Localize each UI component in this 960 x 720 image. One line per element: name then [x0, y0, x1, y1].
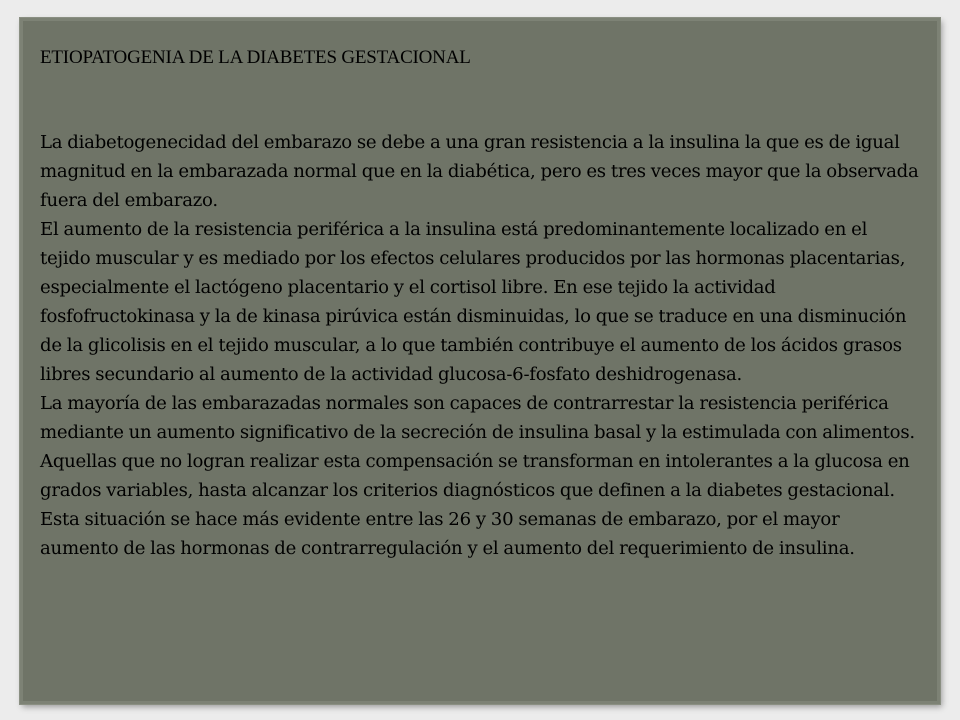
slide-title: ETIOPATOGENIA DE LA DIABETES GESTACIONAL [40, 47, 471, 68]
paragraph-3: La mayoría de las embarazadas normales son capaces de contrarrestar la resistencia periférica mediante un aumento significativo de la secreción de insulina basal y la estimulada con alimentos. Aquellas que no logran realizar esta compensación se transforman en intolerantes a la glucosa en grados variables, hasta alcanzar los criterios diagnósticos que definen a la diabetes gestacional. Esta situación se hace más evidente entre las 26 y 30 semanas de embarazo, por el mayor aumento de las hormonas de contrarregulación y el aumento del requerimiento de insulina. [40, 393, 915, 559]
slide-content [40, 44, 920, 563]
paragraph-1: La diabetogenecidad del embarazo se debe a una gran resistencia a la insulina la que es de igual magnitud en la embarazada normal que en la diabética, pero es tres veces mayor que la observada fuera del embarazo. [40, 132, 919, 211]
paragraph-2: El aumento de la resistencia periférica a la insulina está predominantemente localizado en el tejido muscular y es mediado por los efectos celulares producidos por las hormonas placentarias, especialmente el lactógeno placentario y el cortisol libre. En ese tejido la actividad fosfofructokinasa y la de kinasa pirúvica están disminuidas, lo que se traduce en una disminución de la glicolisis en el tejido muscular, a lo que también contribuye el aumento de los ácidos grasos libres secundario al aumento de la actividad glucosa-6-fosfato deshidrogenasa. [40, 219, 907, 385]
